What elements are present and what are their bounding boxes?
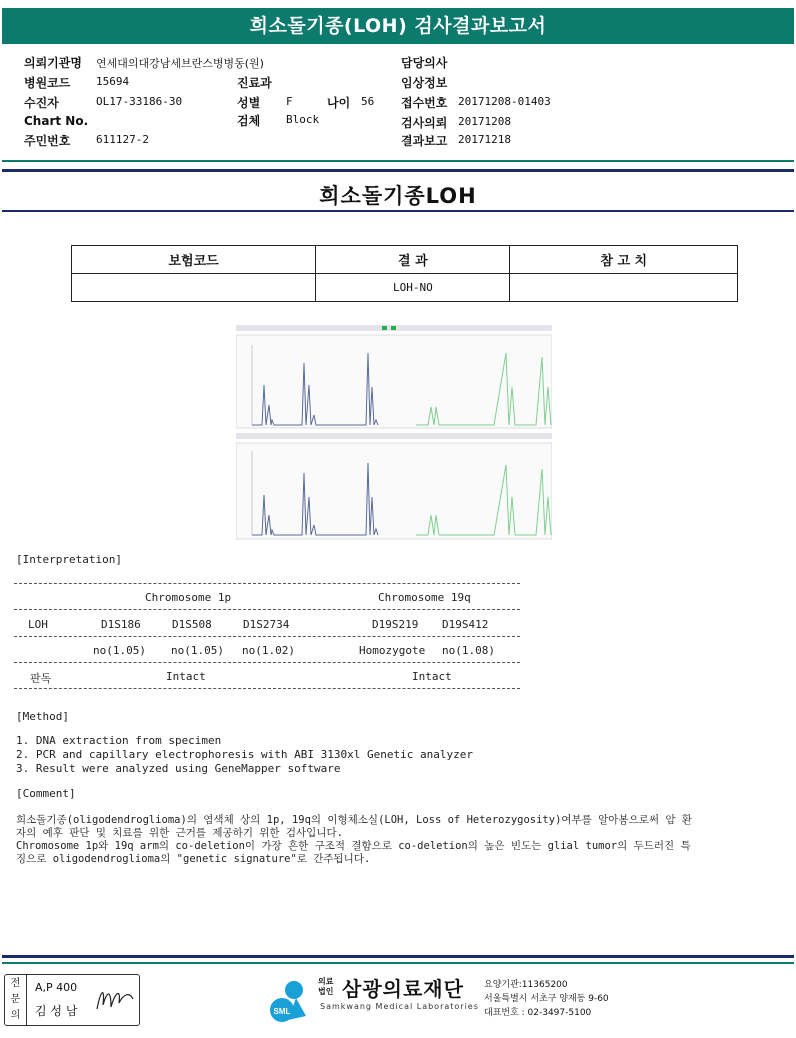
method-item: 1. DNA extraction from specimen (16, 734, 222, 747)
method-item: 3. Result were analyzed using GeneMapper software (16, 762, 341, 775)
verdict-19q: Intact (412, 670, 452, 683)
electropherogram-image (236, 325, 552, 543)
header-insurance-code: 보험코드 (72, 246, 316, 274)
age-value: 56 (361, 95, 375, 108)
marker-d19s412: D19S412 (442, 618, 489, 631)
cell-insurance-code (72, 274, 316, 302)
result-table (71, 245, 738, 302)
verdict-1p: Intact (166, 670, 206, 683)
value-d1s508: no(1.05) (171, 644, 224, 657)
recipient-label: 수진자 (24, 96, 59, 110)
reception-value: 20171208-01403 (458, 95, 551, 108)
recipient-value: OL17-33186-30 (96, 95, 183, 108)
divider (2, 160, 794, 162)
marker-d19s219: D19S219 (372, 618, 419, 631)
chromosome-19q-header: Chromosome 19q (378, 591, 471, 604)
value-d1s2734: no(1.02) (242, 644, 295, 657)
institution-value: 연세대의대강남세브란스병병동(원) (96, 57, 264, 70)
dash-line (14, 636, 520, 637)
signature-image (93, 981, 137, 1019)
value-d19s219: Homozygote (359, 644, 426, 657)
request-label: 검사의뢰 (401, 116, 448, 130)
id-value: 611127-2 (96, 133, 149, 146)
divider (2, 955, 794, 958)
sex-label: 성별 (237, 96, 261, 110)
marker-d1s186: D1S186 (101, 618, 141, 631)
doctor-name: 김 성 남 (35, 1004, 78, 1018)
loh-label: LOH (28, 618, 48, 631)
hospital-code-value: 15694 (96, 75, 130, 88)
verdict-label: 판독 (30, 672, 52, 685)
chromosome-1p-header: Chromosome 1p (145, 591, 232, 604)
specimen-value: Block (286, 113, 320, 126)
dash-line (14, 688, 520, 689)
doctor-label: 담당의사 (401, 56, 448, 70)
divider (2, 210, 794, 212)
comment-line: 징으로 oligodendroglioma의 "genetic signature"로 간주됩니다. (16, 853, 371, 865)
org-name: 삼광의료재단 (342, 977, 464, 1001)
age-label: 나이 (327, 96, 351, 110)
sml-badge-text: SML (273, 1007, 291, 1016)
report-date-label: 결과보고 (401, 134, 448, 148)
stamp-side-label: 전 문 의 (5, 975, 27, 1025)
cell-result: LOH-NO (316, 274, 510, 302)
section-title: 희소돌기종LOH (319, 184, 477, 208)
dash-line (14, 609, 520, 610)
chart-label: Chart No. (24, 114, 89, 128)
value-d19s412: no(1.08) (442, 644, 495, 657)
institution-label: 의뢰기관명 (24, 56, 82, 70)
value-d1s186: no(1.05) (93, 644, 146, 657)
marker-d1s2734: D1S2734 (243, 618, 290, 631)
method-heading: [Method] (16, 710, 69, 723)
footer (0, 960, 796, 1038)
header-result: 결 과 (316, 246, 510, 274)
org-address: 서울특별시 서초구 양재동 9-60 (484, 994, 609, 1004)
comment-line: 자의 예후 판단 및 치료를 위한 근거를 제공하기 위한 검사입니다. (16, 827, 343, 839)
cell-reference (510, 274, 738, 302)
license-number: A,P 400 (35, 981, 78, 994)
dash-line (14, 662, 520, 663)
comment-heading: [Comment] (16, 787, 76, 800)
reception-label: 접수번호 (401, 96, 448, 110)
org-prefix: 의료 법인 (318, 977, 334, 996)
sex-value: F (286, 95, 293, 108)
specialist-stamp (4, 974, 140, 1026)
id-label: 주민번호 (24, 134, 71, 148)
comment-line: 희소돌기종(oligodendroglioma)의 염색체 상의 1p, 19q의 이형체소실(LOH, Loss of Heterozygosity)여부를 알아봄으로써 암 환 (16, 814, 692, 826)
institution-code: 요양기관:11365200 (484, 980, 568, 990)
interpretation-heading: [Interpretation] (16, 553, 122, 566)
header-reference: 참 고 치 (510, 246, 738, 274)
marker-d1s508: D1S508 (172, 618, 212, 631)
org-phone: 대표번호 : 02-3497-5100 (484, 1008, 592, 1018)
org-english-name: Samkwang Medical Laboratories (320, 1002, 479, 1011)
divider (2, 169, 794, 172)
request-value: 20171208 (458, 115, 511, 128)
report-title: 희소돌기종(LOH) 검사결과보고서 (2, 8, 794, 44)
dash-line (14, 583, 520, 584)
clinical-label: 임상정보 (401, 76, 448, 90)
sml-logo-icon (270, 976, 314, 1024)
dept-label: 진료과 (237, 76, 272, 90)
patient-info (0, 52, 796, 160)
report-date-value: 20171218 (458, 133, 511, 146)
specimen-label: 검체 (237, 114, 261, 128)
comment-line: Chromosome 1p와 19q arm의 co-deletion이 가장 흔한 구조적 결함으로 co-deletion의 높은 빈도는 glial tumor의 두드러진 특 (16, 840, 691, 852)
method-item: 2. PCR and capillary electrophoresis with ABI 3130xl Genetic analyzer (16, 748, 473, 761)
hospital-code-label: 병원코드 (24, 76, 71, 90)
